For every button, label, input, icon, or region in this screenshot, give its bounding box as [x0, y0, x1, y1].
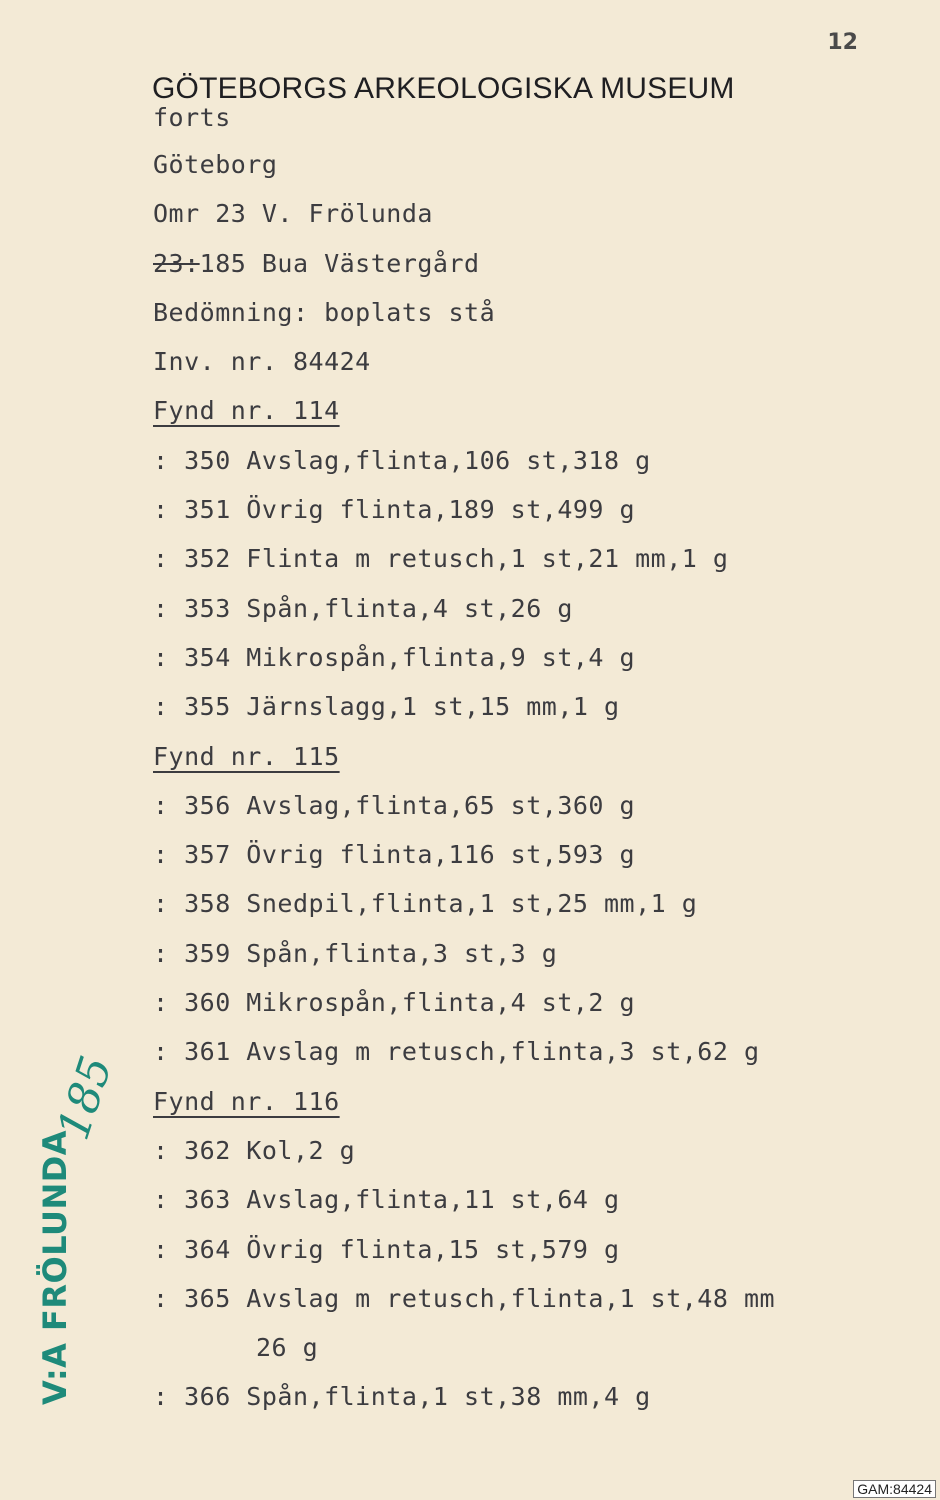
find-item: : 356 Avslag,flinta,65 st,360 g — [153, 790, 636, 820]
find-heading-text: Fynd nr. 114 — [153, 396, 340, 426]
find-item: : 357 Övrig flinta,116 st,593 g — [153, 840, 636, 870]
find-item: : 353 Spån,flinta,4 st,26 g — [153, 593, 573, 623]
find-item: : 365 Avslag m retusch,flinta,1 st,48 mm — [153, 1283, 776, 1313]
find-heading — [153, 386, 775, 435]
site-name: 185 Bua Västergård — [199, 248, 480, 278]
area-line: Omr 23 V. Frölunda — [153, 199, 433, 229]
assessment-line: Bedömning: boplats stå — [153, 297, 496, 327]
location-stamp: V:A FRÖLUNDA — [36, 1129, 74, 1405]
find-item: : 350 Avslag,flinta,106 st,318 g — [153, 445, 651, 475]
card-text — [153, 95, 775, 1422]
find-item-continuation: 26 g — [256, 1333, 319, 1363]
find-heading-text: Fynd nr. 116 — [153, 1086, 340, 1116]
page-number: 12 — [827, 30, 858, 55]
inventory-line: Inv. nr. 84424 — [153, 347, 371, 377]
handwritten-site-number: 185 — [48, 1050, 123, 1146]
site-line — [153, 239, 775, 288]
find-item: : 352 Flinta m retusch,1 st,21 mm,1 g — [153, 544, 729, 574]
find-item: : 361 Avslag m retusch,flinta,3 st,62 g — [153, 1037, 760, 1067]
find-item: : 355 Järnslagg,1 st,15 mm,1 g — [153, 692, 620, 722]
find-item: : 358 Snedpil,flinta,1 st,25 mm,1 g — [153, 889, 698, 919]
find-item: : 351 Övrig flinta,189 st,499 g — [153, 495, 636, 525]
find-heading-text: Fynd nr. 115 — [153, 741, 340, 771]
find-heading — [153, 732, 775, 781]
find-item: : 363 Avslag,flinta,11 st,64 g — [153, 1185, 620, 1215]
reference-label: GAM:84424 — [853, 1480, 936, 1498]
find-item: : 366 Spån,flinta,1 st,38 mm,4 g — [153, 1382, 651, 1412]
museum-header: GÖTEBORGS ARKEOLOGISKA MUSEUM — [152, 72, 735, 105]
find-item: : 362 Kol,2 g — [153, 1135, 356, 1165]
find-item: : 364 Övrig flinta,15 st,579 g — [153, 1234, 620, 1264]
find-item: : 360 Mikrospån,flinta,4 st,2 g — [153, 988, 636, 1018]
forts-line: forts — [153, 103, 231, 132]
find-heading — [153, 1077, 775, 1126]
city-line: Göteborg — [153, 150, 278, 179]
find-item: : 359 Spån,flinta,3 st,3 g — [153, 938, 558, 968]
struck-site-number: 23: — [153, 248, 200, 278]
find-item: : 354 Mikrospån,flinta,9 st,4 g — [153, 642, 636, 672]
